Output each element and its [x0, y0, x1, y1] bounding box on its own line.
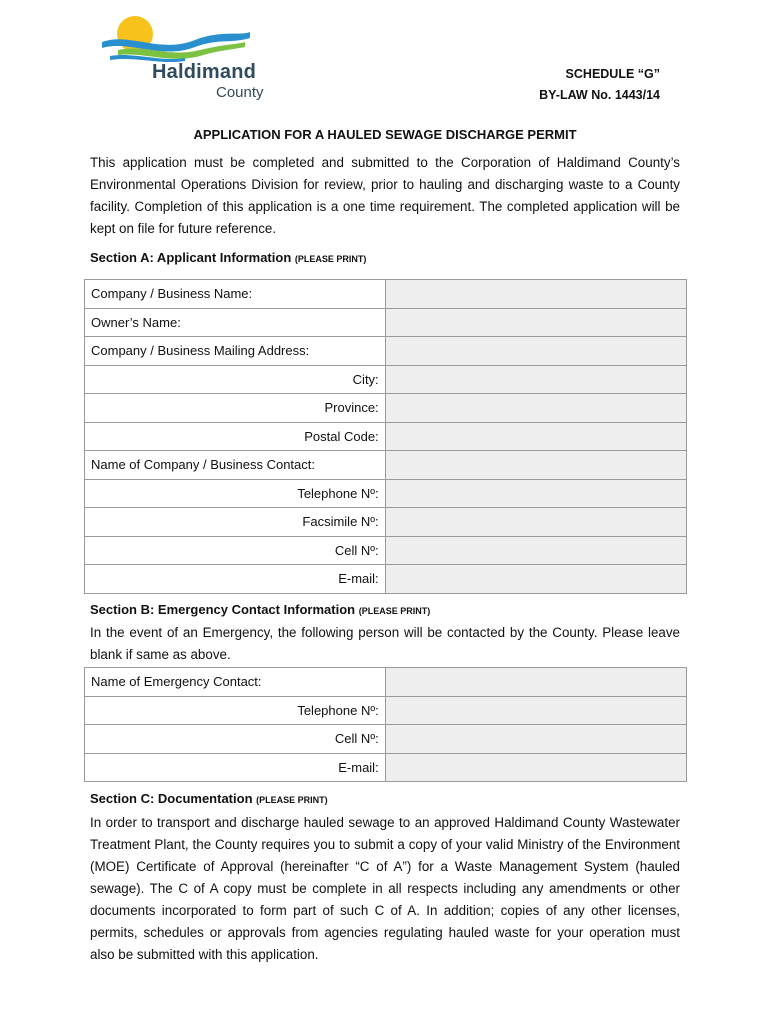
emergency-contact-input[interactable]	[385, 668, 686, 697]
field-label: Cell Nº:	[85, 725, 386, 754]
company-name-input[interactable]	[385, 280, 686, 309]
postal-code-input[interactable]	[385, 422, 686, 451]
field-label: Telephone Nº:	[85, 479, 386, 508]
logo-subtitle: County	[216, 84, 264, 101]
table-row	[85, 725, 687, 754]
email-input[interactable]	[385, 565, 686, 594]
table-row	[85, 280, 687, 309]
section-c-title: Section C: Documentation	[90, 791, 253, 806]
field-label: Owner’s Name:	[85, 308, 386, 337]
field-label: Facsimile Nº:	[85, 508, 386, 537]
table-row	[85, 451, 687, 480]
sun-waves-icon	[100, 14, 275, 64]
table-row	[85, 394, 687, 423]
city-input[interactable]	[385, 365, 686, 394]
emergency-contact-table	[84, 667, 687, 782]
facsimile-input[interactable]	[385, 508, 686, 537]
logo-name: Haldimand	[152, 61, 257, 83]
bylaw-number: BY-LAW No. 1443/14	[539, 88, 660, 102]
cell-input[interactable]	[385, 536, 686, 565]
emergency-cell-input[interactable]	[385, 725, 686, 754]
emergency-telephone-input[interactable]	[385, 696, 686, 725]
table-row	[85, 753, 687, 782]
field-label: E-mail:	[85, 753, 386, 782]
page-title: APPLICATION FOR A HAULED SEWAGE DISCHARGE PERMIT	[193, 127, 577, 142]
field-label: Cell Nº:	[85, 536, 386, 565]
field-label: Name of Company / Business Contact:	[85, 451, 386, 480]
section-a-heading	[90, 250, 366, 265]
applicant-info-table	[84, 279, 687, 594]
field-label: Province:	[85, 394, 386, 423]
schedule-reference	[539, 64, 660, 106]
mailing-address-input[interactable]	[385, 337, 686, 366]
section-a-note: (PLEASE PRINT)	[294, 254, 367, 264]
table-row	[85, 536, 687, 565]
field-label: Name of Emergency Contact:	[85, 668, 386, 697]
section-a-title: Section A: Applicant Information	[90, 250, 292, 265]
table-row	[85, 479, 687, 508]
field-label: Company / Business Name:	[85, 280, 386, 309]
table-row	[85, 337, 687, 366]
table-row	[85, 696, 687, 725]
field-label: Company / Business Mailing Address:	[85, 337, 386, 366]
owner-name-input[interactable]	[385, 308, 686, 337]
field-label: City:	[85, 365, 386, 394]
section-c-paragraph: In order to transport and discharge hauled sewage to an approved Haldimand County Wastewater Treatment Plant, the County requires you to submit a copy of your valid Ministry of the Environment (MOE) Certificate of Approval (hereinafter “C of A”) for a Waste Management System (hauled sewage). The C of A copy must be complete in all respects including any amendments or other documents incorporated to form part of such C of A. In addition; copies of any other licenses, permits, schedules or approvals from agencies regulating hauled waste for your operation must also be submitted with this application.	[90, 815, 680, 962]
table-row	[85, 365, 687, 394]
section-b-note: (PLEASE PRINT)	[358, 606, 431, 616]
field-label: Postal Code:	[85, 422, 386, 451]
table-row	[85, 668, 687, 697]
emergency-email-input[interactable]	[385, 753, 686, 782]
section-b-title: Section B: Emergency Contact Information	[90, 602, 356, 617]
intro-paragraph: This application must be completed and submitted to the Corporation of Haldimand County’s Environmental Operations Division for review, prior to hauling and discharging waste to a County facility. Completion of this application is a one time requirement. The completed application will be kept on file for future reference.	[90, 155, 680, 236]
section-c-note: (PLEASE PRINT)	[256, 795, 328, 805]
schedule-label: SCHEDULE “G”	[565, 67, 660, 81]
field-label: Telephone Nº:	[85, 696, 386, 725]
business-contact-input[interactable]	[385, 451, 686, 480]
table-row	[85, 508, 687, 537]
province-input[interactable]	[385, 394, 686, 423]
table-row	[85, 565, 687, 594]
section-c-heading	[90, 791, 328, 806]
section-b-heading	[90, 602, 430, 617]
haldimand-county-logo	[100, 14, 275, 104]
table-row	[85, 308, 687, 337]
table-row	[85, 422, 687, 451]
section-b-paragraph: In the event of an Emergency, the following person will be contacted by the County. Please leave blank if same as above.	[90, 625, 680, 662]
telephone-input[interactable]	[385, 479, 686, 508]
field-label: E-mail:	[85, 565, 386, 594]
